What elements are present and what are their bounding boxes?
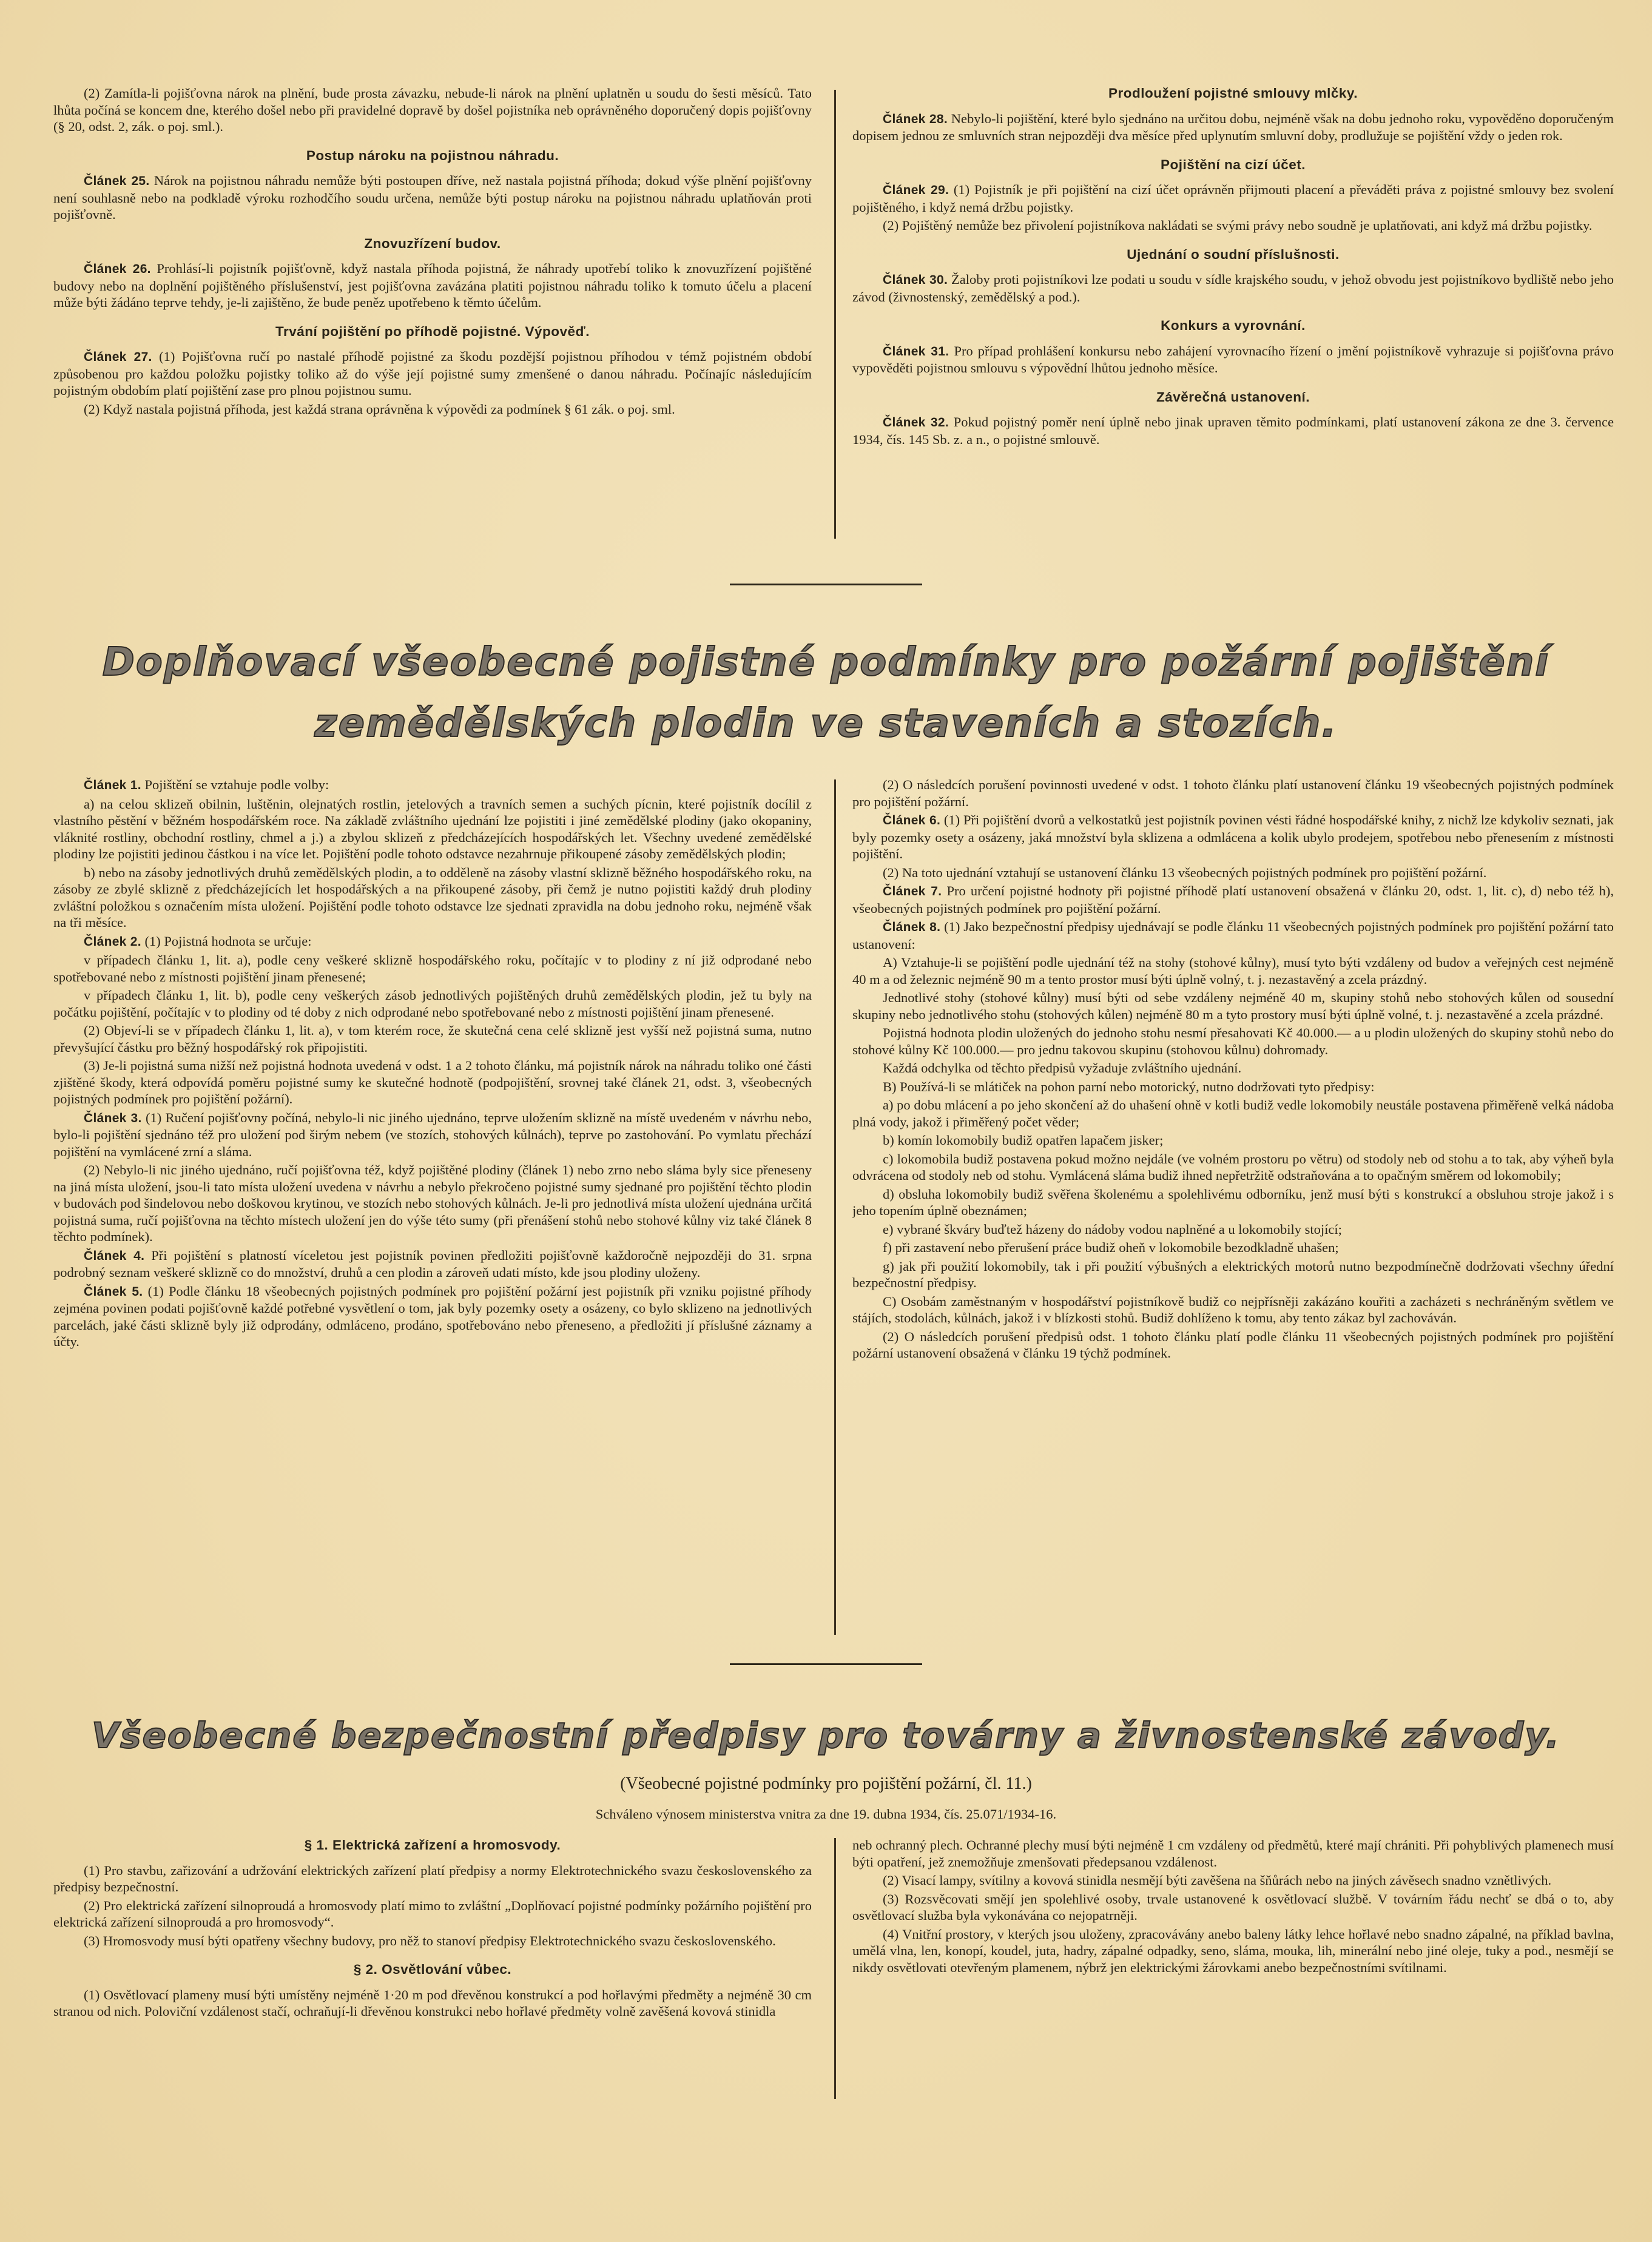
paragraph: Jednotlivé stohy (stohové kůlny) musí býti od sebe vzdáleny nejméně 40 m, skupiny stohů nebo stohových kůlen od sousední skupiny nebo jednotlivého stohu (stohových kůlen) nejméně 80 m a tyto prostory musí býti úplně volné, t. j. nezastavěné a zcela prázdné. [852,990,1614,1022]
paragraph: (3) Je-li pojistná suma nižší než pojistná hodnota uvedená v odst. 1 a 2 tohoto článku, má pojistník nárok na náhradu toliko oné části zjištěné škody, která odpovídá poměru pojistné sumy ke skutečné hodnotě (podpojištění, srovnej také článek 21, odst. 3, všeobecných pojistných podmínek pro pojištění požární). [53,1058,812,1106]
article-label: Článek 5. [84,1284,143,1299]
paragraph: Každá odchylka od těchto předpisů vyžaduje zvláštního ujednání. [883,1060,1242,1076]
bottom-right-column [852,1837,1614,2225]
article-paragraph [852,812,1614,863]
paragraph: (2) Objeví-li se v případech článku 1, lit. a), v tom kterém roce, že skutečná cena celé sklizně jest vyšší než pojistná suma, nutno převyšující částku pro běžný hospodářský rok připojistiti. [53,1023,812,1055]
paragraph: A) Vztahuje-li se pojištění podle ujednání též na stohy (stohové kůlny), musí tyto býti vzdáleny od budov a veřejných cest nejméně 40 m a od železnic nejméně 90 m a tento prostor musí býti úplně volný, t. j. nezastavěný a zcela prázdný. [852,955,1614,987]
article-label: Článek 25. [84,174,150,188]
section-title: zemědělských plodin ve staveních a stozích. [314,701,1338,746]
article-label: Článek 31. [883,344,949,359]
paragraph: B) Používá-li se mlátiček na pohon parní nebo motorický, nutno dodržovati tyto předpisy: [883,1079,1375,1094]
article-paragraph [53,776,812,794]
paragraph: e) vybrané škváry buďtež házeny do nádoby vodou naplněné a u lokomobily stojící; [883,1221,1342,1237]
paragraph: (4) Vnitřní prostory, v kterých jsou uloženy, zpracovávány anebo baleny látky lehce hořlavé nebo snadno zápalné, na příklad bavlna, umělá vlna, len, konopí, koudel, juta, hadry, zápalné odpadky, seno, sláma, mouka, lih, minerální nebo jiné oleje, tuky a pod., nesmějí se nikdy osvětlovati otevřeným plamenem, nýbrž jen elektrickými žárovkami anebo bezpečnostními svítilnami. [852,1926,1614,1975]
approval-note: Schváleno výnosem ministerstva vnitra za dne 19. dubna 1934, čís. 25.071/1934-16. [595,1806,1057,1822]
article-paragraph [852,918,1614,952]
paragraph: a) po dobu mlácení a po jeho skončení až do uhašení ohně v kotli budiž vedle lokomobily neustále postavena přiměřeně velká nádoba plná vody, jakož i přiměřený počet věder; [852,1097,1614,1129]
article-label: Článek 32. [883,416,949,429]
paragraph: g) jak při použití lokomobily, tak i při použití výbušných a elektrických motorů nutno bezpodmínečně dodržovati všechny úřední bezpečnostní předpisy. [852,1258,1614,1290]
section-subtitle: (Všeobecné pojistné podmínky pro pojištění požární, čl. 11.) [620,1774,1032,1793]
article-label: Článek 8. [883,920,941,934]
paragraph: (2) Pro elektrická zařízení silnoproudá a hromosvody platí mimo to zvláštní „Doplňovací pojistné podmínky požárního pojištění pro elektrická zařízení silnoproudá a pro hromosvody“. [53,1897,812,1930]
article-text: (1) Podle článku 18 všeobecných pojistných podmínek pro pojištění požární jest pojistník při vzniku pojistné příhody zejména povinen podati pojišťovně každé potřebné vysvětlení o tom, jak byly pozemky osety a osázeny, co bylo sklizeno na jednotlivých parcelách, jaké části sklizně byly již odprodány, odmláceno, prodáno, spotřebováno nebo přeneseno, a předložiti jí příslušné záznamy a účty. [53,1283,812,1349]
article-paragraph [53,1247,812,1281]
article-label: Článek 29. [883,183,949,197]
article-text: Při pojištění s platností víceletou jest pojistník povinen předložiti pojišťovně každoročně nejpozději do 31. srpna podrobný seznam veškeré sklizně co do množství, druhů a cen plodin a zároveň udati místo, kde jsou plodiny uloženy. [53,1247,812,1280]
paragraph: v případech článku 1, lit. b), podle ceny veškerých zásob jednotlivých pojištěných druhů zemědělských plodin, jež tu byly na počátku pojištění, počítajíc v to plodiny od té doby z nich odprodané nebo spotřebované nebo z místnosti pojištění jinam přenesené. [53,988,812,1020]
paragraph: (2) O následcích porušení předpisů odst. 1 tohoto článku platí podle článku 11 všeobecných pojistných podmínek pro pojištění požární ustanovení obsažená v článku 19 týchž podmínek. [852,1328,1614,1361]
article-text: Pro určení pojistné hodnoty při pojistné příhodě platí ustanovení obsažená v článku 20, odst. 1, lit. c), d) nebo též h), všeobecných pojistných podmínek pro pojištění požární. [852,883,1614,916]
article-text: (1) Pojišťovna ručí po nastalé příhodě pojistné za škodu pozdější pojistnou příhodou v témž pojistném období způsobenou pro každou položku pojistky toliko až do výše její pojistné sumy zmenšené o danou náhradu. Počínajíc následujícím pojistným obdobím platí pojištění zase pro plnou pojistnou sumu. [53,349,812,398]
article-text: Pro případ prohlášení konkursu nebo zahájení vyrovnacího řízení o jmění pojistníkově vyhrazuje si pojišťovna právo vypověděti pojistnou smlouvu s výpovědní lhůtou jednoho měsíce. [852,343,1614,375]
article-paragraph [53,172,812,223]
paragraph: (2) Nebylo-li nic jiného ujednáno, ručí pojišťovna též, když pojištěné plodiny (článek 1) nebo zrno nebo sláma byly sice přeneseny na jiná místa uložení, jsou-li tato místa uložení uvedena v návrhu a nebylo překročeno pojistné sumy sjednané pro pojištění těchto plodin v budovách pod šindelovou nebo doškovou krytinou, ve stozích nebo stohových kůlnách. Je-li pro jednotlivá místa uložení ujednána určitá pojistná suma, ručí pojišťovna na těchto místech uložení jen do výše této sumy (při přenášení stohů nebo stohové kůlny viz také článek 8 těchto podmínek). [53,1162,812,1244]
paragraph: a) na celou sklizeň obilnin, luštěnin, olejnatých rostlin, jetelových a travních semen a suchých pícnin, které pojistník docílil z vlastního pěstění v běžném hospodářském roce. Na základě zvláštního ujednání lze pojistiti i jiné zemědělské plodiny (jako okopaniny, vláknité rostliny, obchodní rostliny, chmel a j.) a zbylou sklizeň z předcházejících hospodářských let. Všechny uvedené zemědělské plodiny lze pojistiti jedinou částkou i na více let. Pojištění podle tohoto odstavce nezahrnuje přikoupené zásoby zemědělských plodin; [53,796,812,861]
paragraph: (2) Když nastala pojistná příhoda, jest každá strana oprávněna k výpovědi za podmínek § 61 zák. o poj. sml. [84,401,675,417]
article-paragraph [852,271,1614,305]
section-heading: Postup nároku na pojistnou náhradu. [306,147,559,163]
article-text: Prohlásí-li pojistník pojišťovně, když nastala příhoda pojistná, že náhrady upotřebí toliko k znovuzřízení pojištěné budovy nebo na doplnění pojištěného příslušenství, jest pojišťovna zavázána platiti pojistnou náhradu toliko k tomuto účelu a placení může býti žádáno teprve tehdy, je-li zajištěno, že bude peněz upotřebeno k těmto účelům. [53,261,812,310]
article-label: Článek 26. [84,262,151,276]
article-label: Článek 2. [84,934,141,949]
article-paragraph [852,181,1614,215]
section-heading: Pojištění na cizí účet. [1160,157,1306,172]
paragraph: (2) Na toto ujednání vztahují se ustanovení článku 13 všeobecných pojistných podmínek pro pojištění požární. [883,864,1487,880]
paragraph: (2) Zamítla-li pojišťovna nárok na plnění, bude prosta závazku, nebude-li nárok na plnění uplatněn u soudu do šesti měsíců. Tato lhůta počíná se koncem dne, kterého došel nebo při pravidelné dopravě by došel pojistníka neb oprávněného doporučený dopis pojišťovny (§ 20, odst. 2, zák. o poj. sml.). [53,86,812,134]
article-paragraph [53,1109,812,1160]
article-label: Článek 27. [84,350,152,364]
article-paragraph [852,414,1614,448]
article-text: Nebylo-li pojištění, které bylo sjednáno na určitou dobu, nejméně však na dobu jednoho roku, vypověděno doporučeným dopisem jednou ze smluvních stran nejpozději dva měsíce před uplynutím smluvní doby, prodlužuje se pojištění vždy o jeden rok. [852,110,1614,143]
paragraph: (3) Hromosvody musí býti opatřeny všechny budovy, pro něž to stanoví předpisy Elektrotechnického svazu československého. [84,1933,776,1948]
top-right-column [852,85,1614,546]
article-paragraph [852,883,1614,917]
article-label: Článek 3. [84,1111,142,1125]
top-left-column [53,85,812,546]
article-text: Žaloby proti pojistníkovi lze podati u soudu v sídle krajského soudu, v jehož obvodu jest pojistníkovo bydliště nebo jeho závod (živnostenský, zemědělský a pod.). [852,272,1614,305]
paragraph: v případech článku 1, lit. a), podle ceny veškeré sklizně hospodářského roku, počítajíc v to plodiny z ní již odprodané nebo spotřebované nebo z místnosti pojištění jinam přenesené; [53,952,812,985]
article-text: Pokud pojistný poměr není úplně nebo jinak upraven těmito podmínkami, platí ustanovení zákona ze dne 3. července 1934, čís. 145 Sb. z. a n., o pojistné smlouvě. [852,414,1614,447]
paragraph: b) komín lokomobily budiž opatřen lapačem jisker; [883,1133,1164,1148]
paragraph: neb ochranný plech. Ochranné plechy musí býti nejméně 1 cm vzdáleny od předmětů, které mají chrániti. Při pohyblivých plamenech musí býti opatření, jež znemožňuje zmenšovati předepsanou vzdálenost. [852,1837,1614,1870]
column-divider [834,90,836,539]
paragraph: (1) Pro stavbu, zařizování a udržování elektrických zařízení platí předpisy a normy Elektrotechnického svazu československého za předpisy bezpečnostní. [53,1862,812,1894]
paragraph: Pojistná hodnota plodin uložených do jednoho stohu nesmí přesahovati Kč 40.000.— a u plodin uložených do skupiny stohů nebo do stohové kůlny Kč 100.000.— pro jednu takovou skupinu (stohovou kůlnu) dohromady. [852,1025,1614,1057]
paragraph: c) lokomobila budiž postavena pokud možno nejdále (ve volném prostoru po větru) od stodoly neb od stohu a to tak, aby výheň byla odvrácena od stodoly neb od stohu. Vymlácená sláma budiž ihned nepřetržitě odstraňována a to opačným směrem od lokomobily; [852,1151,1614,1183]
section-title: Doplňovací všeobecné pojistné podmínky pro požární pojištění [102,640,1550,685]
article-label: Článek 28. [883,112,948,126]
column-divider [834,1838,836,2099]
article-text: (1) Jako bezpečnostní předpisy ujednávají se podle článku 11 všeobecných pojistných podmínek pro pojištění požární tato ustanovení: [852,919,1614,952]
paragraph: (2) Visací lampy, svítilny a kovová stinidla nesmějí býti zavěšena na šňůrách nebo na jiných závěsech snadno vznětlivých. [883,1873,1552,1888]
section-heading: Ujednání o soudní příslušnosti. [1127,246,1340,262]
section-heading: § 2. Osvětlování vůbec. [353,1962,512,1977]
article-label: Článek 30. [883,273,948,287]
article-label: Článek 4. [84,1248,145,1263]
paragraph: d) obsluha lokomobily budiž svěřena školenému a spolehlivému odborníku, jenž musí býti s konstrukcí a obsluhou stroje jakož i s jeho topením úplně obeznámen; [852,1186,1614,1218]
article-text: Pojištění se vztahuje podle volby: [144,777,329,792]
section-heading: § 1. Elektrická zařízení a hromosvody. [304,1837,561,1853]
paragraph: (2) O následcích porušení povinnosti uvedené v odst. 1 tohoto článku platí ustanovení článku 19 všeobecných pojistných podmínek pro pojištění požární. [852,777,1614,809]
section-heading: Trvání pojištění po příhodě pojistné. Výpověď. [275,323,590,339]
section-title: Všeobecné bezpečnostní předpisy pro továrny a živnostenské závody. [92,1715,1560,1756]
paragraph: (3) Rozsvěcovati smějí jen spolehlivé osoby, trvale ustanovené k osvětlovací službě. V továrním řádu nechť se dbá o to, aby osvětlovací služba byla vykonávána co nejopatrněji. [852,1891,1614,1923]
article-paragraph [53,933,812,951]
column-divider [834,779,836,1635]
article-paragraph [852,343,1614,377]
article-text: (1) Při pojištění dvorů a velkostatků jest pojistník povinen vésti řádné hospodářské knihy, z nichž lze kdykoliv seznati, jak byly pozemky osety a osázeny, jaká množství byla sklizena a odmlácena a kolik ubylo prodejem, spotřebou nebo přenesením z místnosti pojištění. [852,812,1614,861]
paragraph: f) při zastavení nebo přerušení práce budiž oheň v lokomobile bezodkladně uhašen; [883,1240,1339,1255]
paragraph: C) Osobám zaměstnaným v hospodářství pojistníkově budiž co nejpřísněji zakázáno kouřiti a zacházeti s nechráněným světlem ve stájích, stodolách, kůlnách, jakož i v blízkosti stohů. Budiž dohlíženo k tomu, aby tento zákaz byl zachováván. [852,1293,1614,1325]
section-heading: Prodloužení pojistné smlouvy mlčky. [1108,86,1358,101]
article-paragraph [852,110,1614,144]
article-paragraph [53,260,812,311]
section-separator [730,584,922,585]
article-label: Článek 1. [84,778,141,792]
section-heading: Znovuzřízení budov. [364,235,501,251]
bottom-left-column [53,1837,812,2225]
article-text: (1) Ručení pojišťovny počíná, nebylo-li nic jiného ujednáno, teprve uložením sklizně na místě uvedeném v návrhu nebo, bylo-li pojištění sjednáno též pro uložení pod širým nebem (ve stozích, stohových kůlnách), teprve po zastohování. Po vymlatu přechází pojištění na vymlácené zrní a sláma. [53,1109,812,1159]
article-paragraph [53,1283,812,1350]
article-label: Článek 6. [883,813,941,827]
section-heading: Závěrečná ustanovení. [1156,389,1310,405]
section-heading: Konkurs a vyrovnání. [1161,318,1306,333]
article-label: Článek 7. [883,884,942,898]
middle-left-column [53,776,812,1641]
paragraph: (2) Pojištěný nemůže bez přivolení pojistníkova nakládati se svými právy nebo soudně je uplatňovati, ani když má držbu pojistky. [883,218,1593,233]
article-text: (1) Pojistník je při pojištění na cizí účet oprávněn přijmouti placení a převáděti práva z pojistné smlouvy bez svolení pojištěného, i když nemá držbu pojistky. [852,182,1614,215]
section-separator [730,1663,922,1665]
paragraph: (1) Osvětlovací plameny musí býti umístěny nejméně 1·20 m pod dřevěnou konstrukcí a pod hořlavými předměty a nejméně 30 cm stranou od nich. Poloviční vzdálenost stačí, ochraňují-li dřevěnou konstrukci nebo hořlavé předměty volně zavěšená kovová stinidla [53,1987,812,2019]
article-paragraph [53,348,812,399]
article-text: Nárok na pojistnou náhradu nemůže býti postoupen dříve, než nastala pojistná příhoda; dokud výše plnění pojišťovny není souhlasně nebo na podkladě výroku rozhodčího soudu určena, nemůže býti postup nároku na pojistnou náhradu uplatňován proti pojišťovně. [53,173,812,222]
article-text: (1) Pojistná hodnota se určuje: [144,933,312,949]
middle-right-column [852,776,1614,1641]
paragraph: b) nebo na zásoby jednotlivých druhů zemědělských plodin, a to odděleně na zásoby vlastní sklizně běžného hospodářského roku, na zásoby ze zbylé sklizně z předcházejících let hospodářských a na přikoupené zásoby, při čemž je nutno pojistiti každý druh plodiny zvláštní položkou s označením místa uložení. Pojištění podle tohoto odstavce lze sjednati zpravidla na dobu jednoho roku, nejméně však na tři měsíce. [53,864,812,930]
